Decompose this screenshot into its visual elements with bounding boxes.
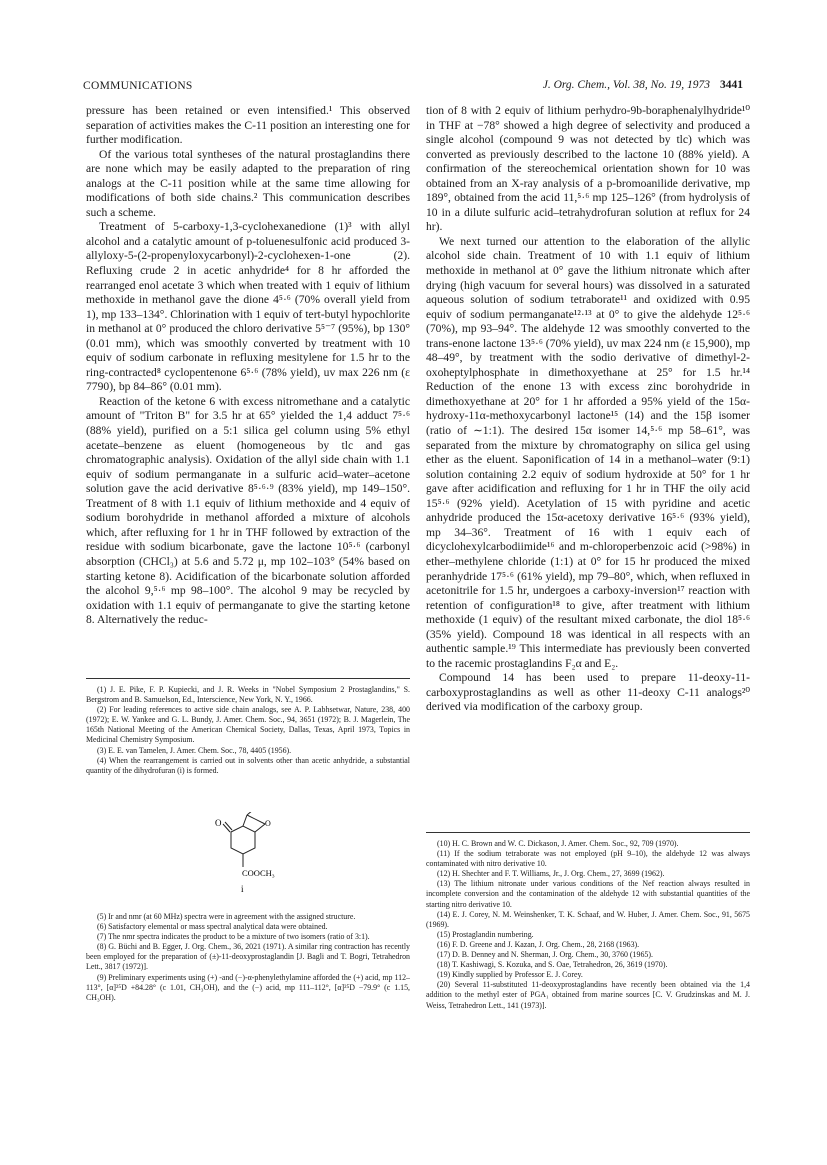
footnotes-right [426, 839, 750, 1011]
footnotes-left [86, 685, 410, 776]
footnote: (15) Prostaglandin numbering. [437, 929, 534, 939]
section-header: COMMUNICATIONS [83, 80, 193, 92]
page-number: 3441 [720, 79, 743, 91]
oxygen-label: O [215, 818, 222, 828]
footnote: (12) H. Shechter and F. T. Williams, Jr., J. Org. Chem., 27, 3699 (1962). [437, 869, 665, 879]
paragraph: Compound 14 has been used to prepare 11-deoxy-11-carboxyprostaglandins as well as other 11-deoxy C-11 analogs²⁰ derived via modification of the carboxy group. [426, 671, 750, 714]
footnote-divider [86, 678, 410, 679]
ester-label: COOCH₃ [242, 868, 275, 878]
footnote: (9) Preliminary experiments using (+) -and (−)-α-phenylethylamine afforded the (+) acid, mp 112–113°, [α]²⁵D +84.28° (c 1.01, CH₃OH), and the (−) acid, mp 111–112°, [α]²⁵D −79.9° (c 1.15, CH₃OH). [86, 972, 410, 1002]
footnote: (13) The lithium nitronate under various conditions of the Nef reaction always resulted in incomplete conversion and the contamination of the aldehyde 12 with substantial quantities of the starting nitro derivative 10. [426, 879, 750, 909]
paragraph: Of the various total syntheses of the natural prostaglandins there are none which may be easily adapted to the preparation of ring analogs at the C-11 position while at the same time allowing for modifications of both side chains.² This communication describes such a scheme. [86, 147, 410, 219]
paragraph: Treatment of 5-carboxy-1,3-cyclohexanedione (1)³ with allyl alcohol and a catalytic amount of p-toluenesulfonic acid produced 3-allyloxy-5-(2-propenyloxycarbonyl)-2-cyclohexen-1-one (2). Refluxing crude 2 in acetic anhydride⁴ for 8 hr afforded the rearranged enol acetate 3 which when treated with 1 equiv of lithium methoxide in methanol gave the dione 4⁵·⁶ (70% overall yield from 1), mp 133–134°. Chlorination with 1 equiv of tert-butyl hypochlorite in methanol at 0° produced the chloro derivative 5⁵⁻⁷ (95%), bp 130° (0.01 mm), which was smoothly converted by treatment with 10 equiv of sodium carbonate in refluxing mesitylene for 1.5 hr to the ring-contracted⁸ cyclopentenone 6⁵·⁶ (78% yield), uv max 226 nm (ε 7790), bp 84–86° (0.01 mm). [86, 220, 410, 394]
svg-text:O: O [265, 819, 271, 828]
footnote: (11) If the sodium tetraborate was not employed (pH 9–10), the aldehyde 12 was always contaminated with nitro derivative 10. [426, 849, 750, 869]
footnote-divider [426, 832, 750, 833]
footnote: (19) Kindly supplied by Professor E. J. Corey. [437, 970, 583, 980]
footnote: (18) T. Kashiwagi, S. Kozuka, and S. Oae, Tetrahedron, 26, 3619 (1970). [437, 960, 668, 970]
footnote: (6) Satisfactory elemental or mass spectral analytical data were obtained. [97, 922, 328, 932]
footnote: (14) E. J. Corey, N. M. Weinshenker, T. K. Schaaf, and W. Huber, J. Amer. Chem. Soc., 91, 5675 (1969). [426, 909, 750, 929]
footnote: (7) The nmr spectra indicates the product to be a mixture of two isomers (ratio of 3:1). [97, 932, 370, 942]
paragraph: tion of 8 with 2 equiv of lithium perhydro-9b-boraphenalylhydride¹⁰ in THF at −78° showed a high degree of selectivity and produced a single alcohol (compound 9 was not detected by tlc) which was converted as previously described to the lactone 10 (88% yield). A confirmation of the stereochemical orientation shown for 10 was obtained from an X-ray analysis of a p-bromoanilide derivative, mp 189°, obtained from the acid 11,⁵·⁶ mp 125–126° (from hydrolysis of 10 in a dilute sulfuric acid–tetrahydrofuran solution at reflux for 24 hr). [426, 104, 750, 234]
paragraph: pressure has been retained or even intensified.¹ This observed separation of activities makes the C-11 position an interesting one for further modification. [86, 104, 410, 147]
footnote: (4) When the rearrangement is carried out in solvents other than acetic anhydride, a substantial quantity of the dihydrofuran (i) is formed. [86, 755, 410, 775]
left-column [86, 104, 410, 628]
structure-label: i [241, 884, 244, 894]
journal-citation: J. Org. Chem., Vol. 38, No. 19, 1973 [542, 79, 710, 91]
footnote: (3) E. E. van Tamelen, J. Amer. Chem. Soc., 78, 4405 (1956). [97, 745, 292, 755]
footnote: (10) H. C. Brown and W. C. Dickason, J. Amer. Chem. Soc., 92, 709 (1970). [437, 839, 679, 848]
footnote: (20) Several 11-substituted 11-deoxyprostaglandins have recently been obtained via the 1,4 addition to the methyl ester of PGA₁ obtained from marine sources [C. V. Grudzinskas and M. J. Weiss, Tetrahedron Lett., 141 (1973)]. [426, 980, 750, 1010]
journal-header [543, 79, 743, 91]
footnotes-left-continued [86, 912, 410, 1003]
dihydrofuran-structure [213, 812, 293, 906]
footnote: (2) For leading references to active side chain analogs, see A. P. Labhsetwar, Nature, 238, 400 (1972); E. W. Yankee and G. L. Bundy, J. Amer. Chem. Soc., 94, 3651 (1972); B. J. Magerlein, The 165th National Meeting of the American Chemical Society, Dallas, Texas, April 1973, Topics in Medicinal Chemistry Symposium. [86, 705, 410, 745]
paragraph: Reaction of the ketone 6 with excess nitromethane and a catalytic amount of "Triton B" for 3.5 hr at 65° yielded the 1,4 adduct 7⁵·⁶ (88% yield), purified on a 5:1 silica gel column using 5% ethyl acetate–benzene as eluent (homogeneous by tlc and gas chromatographic analysis). Oxidation of the allyl side chain with 1.1 equiv of sodium permanganate in a sulfuric acid–water–acetone solution gave the acid derivative 8⁵·⁶·⁹ (83% yield), mp 149–150°. Treatment of 8 with 1.1 equiv of lithium methoxide and 4 equiv of sodium borohydride in methanol afforded a mixture of alcohols which, after refluxing for 1 hr in THF followed by extraction of the residue with sodium bicarbonate, gave the lactone 10⁵·⁶ (carbonyl absorption (CHCl₃) at 5.6 and 5.72 μ, mp 102–103° (54% based on starting ketone 8). Acidification of the bicarbonate solution afforded the alcohol 9,⁵·⁶ mp 98–100°. The alcohol 9 may be recycled by oxidation with 1.1 equiv of permanganate to give the starting ketone 8. Alternatively the reduc- [86, 394, 410, 627]
footnote: (1) J. E. Pike, F. P. Kupiecki, and J. R. Weeks in "Nobel Symposium 2 Prostaglandins," S. Bergstrom and B. Samuelson, Ed., Interscience, New York, N. Y., 1966. [86, 685, 410, 705]
footnote: (8) G. Büchi and B. Egger, J. Org. Chem., 36, 2021 (1971). A similar ring contraction has recently been employed for the preparation of (±)-11-deoxyprostaglandin [J. Bagli and T. Bogri, Tetrahedron Lett., 3817 (1972)]. [86, 942, 410, 972]
paragraph: We next turned our attention to the elaboration of the allylic alcohol side chain. Treatment of 10 with 1.1 equiv of lithium methoxide in methanol at 0° gave the lithium nitronate which after drying (high vacuum for several hours) was dissolved in a saturated aqueous solution of sodium tetraborate¹¹ and oxidized with 0.95 equiv of sodium permanganate¹²·¹³ at 0° to give the aldehyde 12⁵·⁶ (70%), mp 93–94°. The aldehyde 12 was smoothly converted to the trans-enone lactone 13⁵·⁶ (70% yield), uv max 224 nm (ε 15,900), mp 48–49°, by treatment with the sodio derivative of dimethyl-2-oxoheptylphosphate in dimethoxyethane at 25° for 1.5 hr.¹⁴ Reduction of the enone 13 with excess zinc borohydride in dimethoxyethane at 20° for 1 hr afforded a 95% yield of the 15α-hydroxy-11α-methoxycarbonyl lactone¹⁵ (14) and the 15β isomer (ratio of ∼1:1). The desired 15α isomer 14,⁵·⁶ mp 58–61°, was separated from the mixture by chromatography on silica gel using ether as the eluent. Saponification of 14 in a methanol–water (9:1) solution containing 2.2 equiv of sodium hydroxide at 50° for 1 hr gave after acidification and refluxing for 1 hr in THF the oily acid 15⁵·⁶ (92% yield). Acetylation of 15 with pyridine and acetic anhydride produced the 15α-acetoxy derivative 16⁵·⁶ (93% yield), mp 34–36°. Treatment of 16 with 1 equiv each of dicyclohexylcarbodiimide¹⁶ and m-chloroperbenzoic acid (>98%) in ether–methylene chloride (1:1) at 0° for 15 hr produced the mixed peranhydride 17⁵·⁶ (61% yield), mp 79–80°, which, when refluxed in acetonitrile for 1.5 hr, undergoes a carboxy-inversion¹⁷ reaction with retention of configuration¹⁸ to give, after treatment with lithium methoxide (1 equiv) of the resultant mixed carbonate, the diol 18⁵·⁶ (35% yield). Compound 18 was identical in all respects with an authentic sample.¹⁹ This intermediate has previously been converted to the racemic prostaglandins F₂α and E₂. [426, 234, 750, 670]
right-column [426, 104, 750, 715]
footnote: (17) D. B. Denney and N. Sherman, J. Org. Chem., 30, 3760 (1965). [437, 950, 653, 960]
footnote: (16) F. D. Greene and J. Kazan, J. Org. Chem., 28, 2168 (1963). [437, 939, 640, 949]
footnote: (5) Ir and nmr (at 60 MHz) spectra were in agreement with the assigned structure. [97, 912, 356, 921]
